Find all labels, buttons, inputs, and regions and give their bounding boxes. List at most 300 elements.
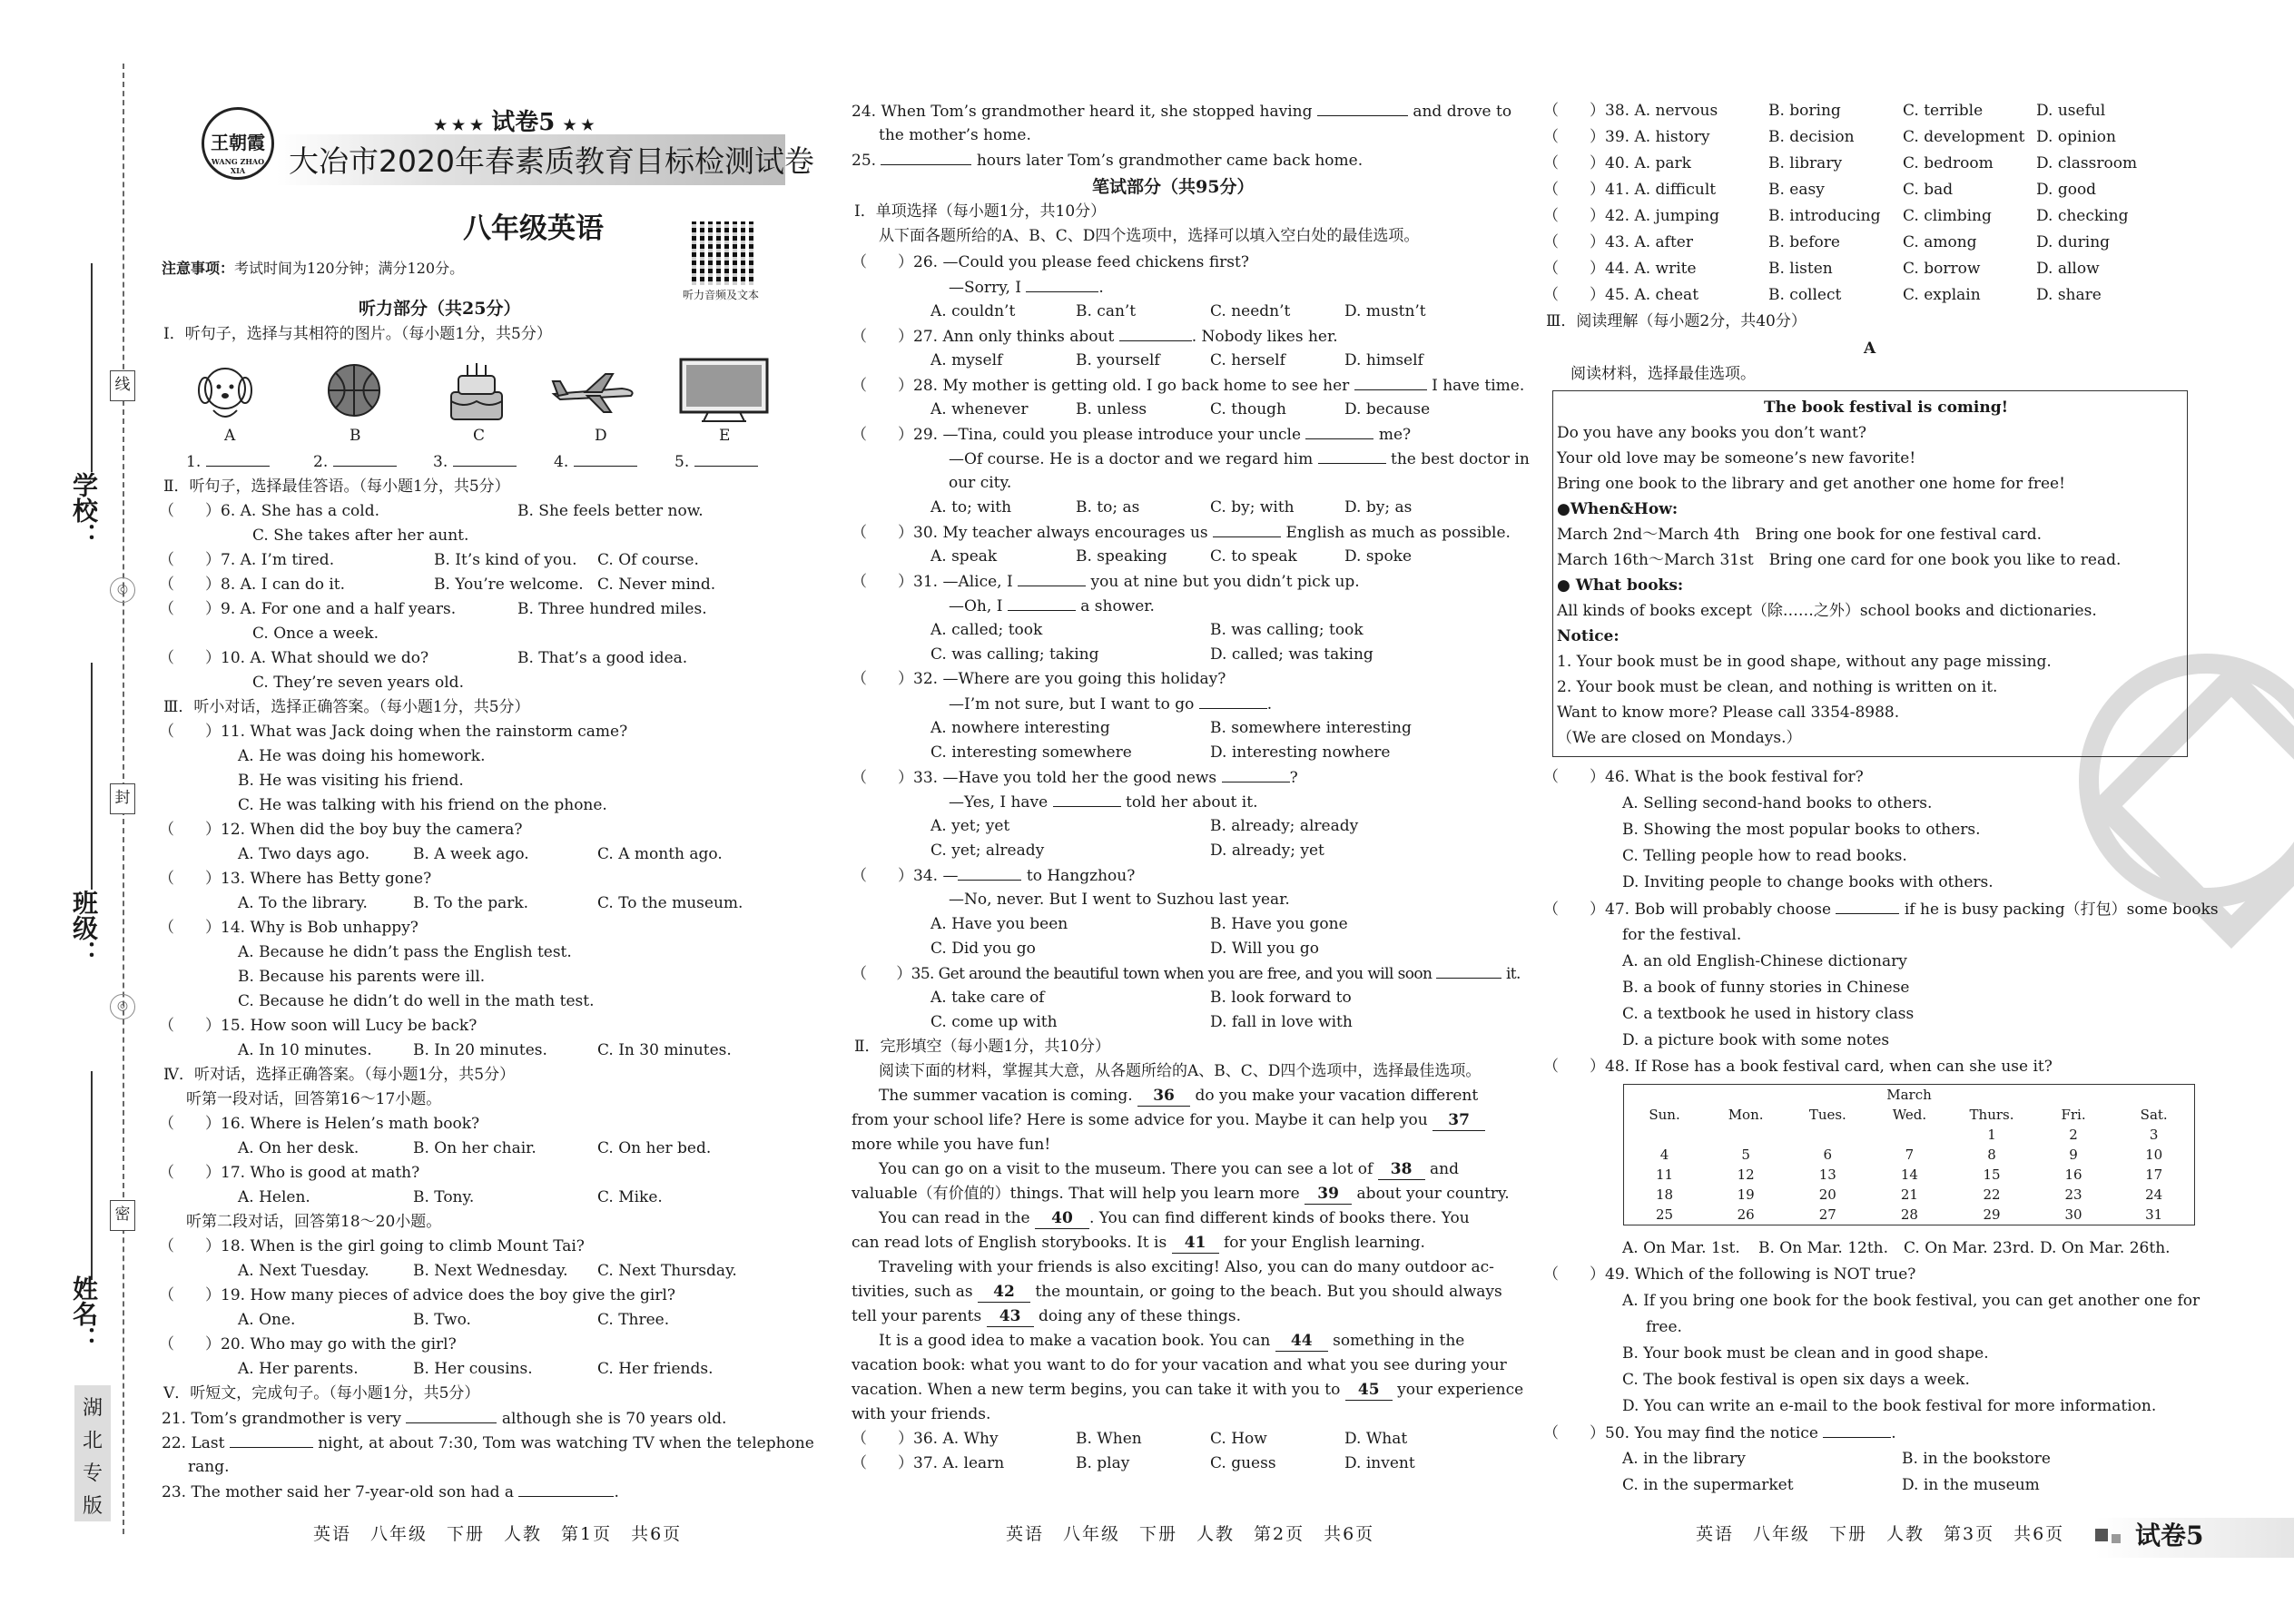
question-21[interactable]: 21. Tom’s grandmother is very although she is 70 years old. bbox=[162, 1405, 726, 1432]
option: B. can’t bbox=[1076, 302, 1137, 320]
calendar-day-header: Fri. bbox=[2061, 1107, 2086, 1123]
option: A. couldn’t bbox=[930, 302, 1016, 320]
calendar-date: 9 bbox=[2069, 1147, 2078, 1163]
option: D. spoke bbox=[1344, 547, 1413, 566]
section-title: Ⅱ．听句子，选择最佳答语。（每小题1分，共5分） bbox=[163, 477, 510, 496]
dialogue-note: 听第一段对话，回答第16～17小题。 bbox=[186, 1090, 442, 1108]
option: C. He was talking with his friend on the phone. bbox=[238, 796, 607, 814]
notice-heading: ● What books: bbox=[1557, 576, 1684, 595]
option: C. Because he didn’t do well in the math test. bbox=[238, 992, 595, 1010]
option: C. To the museum. bbox=[597, 894, 743, 912]
option: D. good bbox=[2036, 181, 2097, 199]
option: D. share bbox=[2036, 286, 2102, 304]
cloze-blank-40[interactable]: 40 bbox=[1035, 1208, 1089, 1229]
seal-xian: 线 bbox=[110, 370, 135, 401]
subject-title: 八年级英语 bbox=[463, 212, 604, 245]
calendar-day-header: Wed. bbox=[1892, 1107, 1927, 1123]
question-20: （ ）20. Who may go with the girl? bbox=[159, 1335, 457, 1353]
option: C. to speak bbox=[1210, 547, 1297, 566]
calendar-date: 10 bbox=[2145, 1147, 2163, 1163]
page-footer: 英语 八年级 下册 人教 第1页 共6页 bbox=[313, 1524, 683, 1544]
option: A. to; with bbox=[930, 498, 1012, 517]
cloze-line: vacation book: what you want to do for your vacation and what you see during your bbox=[852, 1356, 1507, 1374]
section-title: Ⅲ．阅读理解（每小题2分，共40分） bbox=[1546, 312, 1807, 330]
option: B. That’s a good idea. bbox=[517, 649, 688, 667]
option-cont: free. bbox=[1646, 1318, 1682, 1336]
option: A. Two days ago. bbox=[238, 845, 370, 863]
option: D. during bbox=[2036, 233, 2111, 251]
question-12: （ ）12. When did the boy buy the camera? bbox=[159, 821, 523, 839]
question-24-cont: the mother’s home. bbox=[879, 126, 1031, 144]
cloze-blank-38[interactable]: 38 bbox=[1378, 1159, 1425, 1180]
option: D. On Mar. 26th. bbox=[2040, 1239, 2171, 1257]
question-18: （ ）18. When is the girl going to climb Mount Tai? bbox=[159, 1237, 585, 1255]
binding-margin bbox=[0, 0, 159, 1624]
calendar-date: 5 bbox=[1741, 1147, 1750, 1163]
option: C. in the supermarket bbox=[1622, 1476, 1794, 1494]
option: B. before bbox=[1768, 233, 1840, 251]
calendar-date: 17 bbox=[2145, 1166, 2163, 1183]
calendar-date: 21 bbox=[1900, 1186, 1918, 1203]
section-title: Ⅱ．完形填空（每小题1分，共10分） bbox=[854, 1038, 1111, 1056]
dog-picture bbox=[191, 354, 263, 427]
cloze-line: The summer vacation is coming. 36 do you make your vacation different bbox=[879, 1087, 1479, 1105]
calendar-date: 20 bbox=[1818, 1186, 1836, 1203]
cloze-line: can read lots of English storybooks. It is 41 for your English learning. bbox=[852, 1234, 1425, 1252]
option: C. a textbook he used in history class bbox=[1622, 1005, 1915, 1023]
knot-icon: ◎ bbox=[110, 994, 135, 1019]
option: C. Did you go bbox=[930, 940, 1036, 958]
option: C. development bbox=[1903, 128, 2025, 146]
question-39: （ ）39. A. history bbox=[1543, 128, 1710, 146]
notice-line: March 2nd～March 4th Bring one book for one festival card. bbox=[1557, 526, 2043, 544]
cloze-line: valuable（有价值的）things. That will help you learn more 39 about your country. bbox=[852, 1185, 1510, 1203]
option: B. He was visiting his friend. bbox=[238, 772, 464, 790]
option: C. Her friends. bbox=[597, 1360, 714, 1378]
cloze-line: You can read in the 40 . You can find different kinds of books there. You bbox=[879, 1209, 1470, 1227]
option: C. terrible bbox=[1903, 102, 1984, 120]
airplane-picture bbox=[549, 354, 640, 427]
option: D. What bbox=[1344, 1430, 1408, 1448]
option: C. Telling people how to read books. bbox=[1622, 847, 1907, 865]
cloze-blank-39[interactable]: 39 bbox=[1305, 1184, 1352, 1205]
cloze-line: more while you have fun! bbox=[852, 1136, 1051, 1154]
calendar-date: 16 bbox=[2064, 1166, 2082, 1183]
notice-line: 2. Your book must be clean, and nothing is written on it. bbox=[1557, 678, 1998, 696]
option: D. by; as bbox=[1344, 498, 1413, 517]
option: A. nowhere interesting bbox=[930, 719, 1110, 737]
question-30: （ ）30. My teacher always encourages us English as much as possible. bbox=[852, 519, 1511, 546]
cloze-line: It is a good idea to make a vacation book. You can 44 something in the bbox=[879, 1332, 1465, 1350]
option: A. Selling second-hand books to others. bbox=[1622, 794, 1933, 812]
tag-square-icon bbox=[2095, 1529, 2108, 1541]
picture-label-c: C bbox=[473, 427, 486, 445]
basketball-picture bbox=[322, 354, 386, 427]
picture-label-a: A bbox=[224, 427, 236, 445]
question-25[interactable]: 25. hours later Tom’s grandmother came back home. bbox=[852, 147, 1363, 173]
calendar-day-header: Sat. bbox=[2140, 1107, 2168, 1123]
picture-label-e: E bbox=[719, 427, 731, 445]
question-35: （ ）35. Get around the beautiful town when you are free, and you will soon it. bbox=[852, 960, 1521, 987]
option: C. guess bbox=[1210, 1454, 1276, 1472]
option: A. Because he didn’t pass the English test. bbox=[238, 943, 572, 961]
calendar-date: 15 bbox=[1983, 1166, 2001, 1183]
question-41: （ ）41. A. difficult bbox=[1543, 181, 1717, 199]
option: A. in the library bbox=[1622, 1450, 1746, 1468]
question-34-line: —No, never. But I went to Suzhou last year. bbox=[949, 891, 1290, 909]
option: C. Mike. bbox=[597, 1188, 663, 1206]
calendar-date: 25 bbox=[1656, 1206, 1674, 1223]
question-26: （ ）26. —Could you please feed chickens first? bbox=[852, 253, 1249, 271]
notice-line: 1. Your book must be in good shape, without any page missing. bbox=[1557, 653, 2052, 671]
calendar-date: 6 bbox=[1823, 1147, 1833, 1163]
question-34: （ ）34. — to Hangzhou? bbox=[852, 862, 1135, 889]
option: D. opinion bbox=[2036, 128, 2116, 146]
question-37: （ ）37. A. learn bbox=[852, 1454, 1005, 1472]
option: B. introducing bbox=[1768, 207, 1881, 225]
option: B. library bbox=[1768, 154, 1843, 172]
calendar-date: 12 bbox=[1737, 1166, 1755, 1183]
option: D. checking bbox=[2036, 207, 2129, 225]
cloze-blank-36[interactable]: 36 bbox=[1137, 1086, 1190, 1107]
school-label: 学校： bbox=[69, 472, 99, 548]
option: B. listen bbox=[1768, 260, 1833, 278]
question-47: （ ）47. Bob will probably choose if he is busy packing（打包）some books bbox=[1543, 896, 2219, 922]
option: B. boring bbox=[1768, 102, 1841, 120]
picture-label-b: B bbox=[350, 427, 361, 445]
option: D. fall in love with bbox=[1210, 1013, 1353, 1031]
question-32: （ ）32. —Where are you going this holiday? bbox=[852, 670, 1226, 688]
calendar-date: 22 bbox=[1983, 1186, 2001, 1203]
option: A. To the library. bbox=[238, 894, 368, 912]
option: B. yourself bbox=[1076, 351, 1160, 369]
option: C. climbing bbox=[1903, 207, 1992, 225]
option: B. somewhere interesting bbox=[1210, 719, 1412, 737]
class-label: 班级： bbox=[69, 890, 99, 966]
question-23[interactable]: 23. The mother said her 7-year-old son had a . bbox=[162, 1479, 619, 1505]
name-label: 姓名： bbox=[69, 1275, 99, 1352]
option: C. Once a week. bbox=[252, 625, 379, 643]
option: A. On her desk. bbox=[238, 1139, 359, 1157]
option: C. On her bed. bbox=[597, 1139, 712, 1157]
question-29-line: —Of course. He is a doctor and we regard him the best doctor in bbox=[949, 446, 1530, 472]
cloze-blank-37[interactable]: 37 bbox=[1433, 1110, 1485, 1131]
option: B. to; as bbox=[1076, 498, 1140, 517]
cloze-blank-44[interactable]: 44 bbox=[1275, 1331, 1328, 1352]
option: C. In 30 minutes. bbox=[597, 1041, 732, 1059]
question-28: （ ）28. My mother is getting old. I go back home to see her I have time. bbox=[852, 372, 1524, 399]
calendar-date: 31 bbox=[2145, 1206, 2163, 1223]
option: D. called; was taking bbox=[1210, 645, 1373, 664]
option: D. a picture book with some notes bbox=[1622, 1031, 1890, 1049]
option: D. You can write an e-mail to the book festival for more information. bbox=[1622, 1397, 2157, 1415]
option: C. On Mar. 23rd. bbox=[1904, 1239, 2035, 1257]
question-32-line: —I’m not sure, but I want to go . bbox=[949, 691, 1272, 717]
notice-line: （We are closed on Mondays.） bbox=[1557, 729, 1802, 747]
option: A. Her parents. bbox=[238, 1360, 359, 1378]
question-31-line: —Oh, I a shower. bbox=[949, 593, 1155, 619]
question-46: （ ）46. What is the book festival for? bbox=[1543, 768, 1864, 786]
question-43: （ ）43. A. after bbox=[1543, 233, 1693, 251]
option: C. needn’t bbox=[1210, 302, 1291, 320]
option: C. A month ago. bbox=[597, 845, 723, 863]
option: D. mustn’t bbox=[1344, 302, 1426, 320]
option: B. a book of funny stories in Chinese bbox=[1622, 979, 1910, 997]
passage-letter: A bbox=[1864, 340, 1876, 358]
question-49: （ ）49. Which of the following is NOT true? bbox=[1543, 1265, 1916, 1284]
question-29-cont: our city. bbox=[949, 474, 1012, 492]
option: C. though bbox=[1210, 400, 1287, 418]
option: A. Helen. bbox=[238, 1188, 310, 1206]
question-47-cont: for the festival. bbox=[1622, 926, 1742, 944]
notice-title: The book festival is coming! bbox=[1764, 399, 2009, 417]
option: D. Will you go bbox=[1210, 940, 1320, 958]
option: B. Have you gone bbox=[1210, 915, 1348, 933]
exam-title: 大冶市2020年春素质教育目标检测试卷 bbox=[289, 143, 814, 179]
listening-header: 听力部分（共25分） bbox=[359, 299, 521, 319]
option: B. Your book must be clean and in good shape. bbox=[1622, 1344, 1989, 1363]
page-footer: 英语 八年级 下册 人教 第3页 共6页 bbox=[1696, 1524, 2065, 1544]
notice-line: Want to know more? Please call 3354-8988. bbox=[1557, 704, 1900, 722]
question-17: （ ）17. Who is good at math? bbox=[159, 1164, 420, 1182]
instruction: 从下面各题所给的A、B、C、D四个选项中，选择可以填入空白处的最佳选项。 bbox=[879, 227, 1420, 245]
option: A. speak bbox=[930, 547, 998, 566]
option: C. bad bbox=[1903, 181, 1954, 199]
cloze-line: Traveling with your friends is also exciting! Also, you can do many outdoor ac- bbox=[879, 1258, 1494, 1276]
question-38: （ ）38. A. nervous bbox=[1543, 102, 1718, 120]
question-13: （ ）13. Where has Betty gone? bbox=[159, 870, 432, 888]
calendar-date: 3 bbox=[2149, 1127, 2159, 1143]
cake-picture bbox=[440, 354, 513, 427]
cloze-line: tell your parents 43 doing any of these things. bbox=[852, 1307, 1242, 1325]
notice-line: March 16th～March 31st Bring one card for one book you like to read. bbox=[1557, 551, 2122, 569]
calendar-day-header: Sun. bbox=[1649, 1107, 1680, 1123]
question-7: （ ）7. A. I’m tired. bbox=[159, 551, 335, 569]
page-footer: 英语 八年级 下册 人教 第2页 共6页 bbox=[1006, 1524, 1375, 1544]
option: B. Next Wednesday. bbox=[413, 1262, 568, 1280]
written-header: 笔试部分（共95分） bbox=[1092, 177, 1255, 197]
question-40: （ ）40. A. park bbox=[1543, 154, 1691, 172]
option: B. decision bbox=[1768, 128, 1855, 146]
option: B. Because his parents were ill. bbox=[238, 968, 486, 986]
seal-mi: 密 bbox=[110, 1200, 135, 1231]
option: D. because bbox=[1344, 400, 1431, 418]
tv-picture bbox=[676, 354, 772, 427]
notice-line: Bring one book to the library and get another one home for free! bbox=[1557, 475, 2065, 493]
calendar-date: 1 bbox=[1987, 1127, 1996, 1143]
cloze-line: vacation. When a new term begins, you can take it with you to 45 your experience bbox=[852, 1381, 1524, 1399]
option: A. myself bbox=[930, 351, 1003, 369]
cloze-line: from your school life? Here is some advice for you. Maybe it can help you 37 bbox=[852, 1107, 1485, 1133]
region-tag: 湖 北 专 版 bbox=[74, 1385, 111, 1521]
option: B. When bbox=[1076, 1430, 1142, 1448]
option: B. was calling; took bbox=[1210, 621, 1364, 639]
cloze-blank-41[interactable]: 41 bbox=[1172, 1233, 1219, 1254]
option: C. borrow bbox=[1903, 260, 1981, 278]
question-27: （ ）27. Ann only thinks about . Nobody likes her. bbox=[852, 323, 1338, 349]
question-29: （ ）29. —Tina, could you please introduce your uncle me? bbox=[852, 421, 1411, 448]
question-16: （ ）16. Where is Helen’s math book? bbox=[159, 1115, 480, 1133]
blank-2[interactable]: 2. bbox=[313, 448, 397, 475]
question-33-line: —Yes, I have told her about it. bbox=[949, 789, 1257, 815]
option: B. A week ago. bbox=[413, 845, 529, 863]
cloze-line: tivities, such as 42 the mountain, or going to the beach. But you should always bbox=[852, 1283, 1502, 1301]
option: A. called; took bbox=[930, 621, 1043, 639]
option: B. On her chair. bbox=[413, 1139, 537, 1157]
question-44: （ ）44. A. write bbox=[1543, 260, 1697, 278]
option: B. easy bbox=[1768, 181, 1825, 199]
option: C. among bbox=[1903, 233, 1977, 251]
option: A. Have you been bbox=[930, 915, 1068, 933]
school-line bbox=[91, 263, 93, 472]
question-42: （ ）42. A. jumping bbox=[1543, 207, 1720, 225]
option: C. Never mind. bbox=[597, 576, 716, 594]
calendar-date: 7 bbox=[1905, 1147, 1915, 1163]
calendar-date: 19 bbox=[1737, 1186, 1755, 1203]
instruction: 阅读下面的材料，掌握其大意，从各题所给的A、B、C、D四个选项中，选择最佳选项。 bbox=[879, 1062, 1482, 1080]
option: C. was calling; taking bbox=[930, 645, 1099, 664]
calendar-date: 14 bbox=[1900, 1166, 1918, 1183]
question-14: （ ）14. Why is Bob unhappy? bbox=[159, 919, 418, 937]
name-line bbox=[91, 1071, 93, 1280]
option: A. He was doing his homework. bbox=[238, 747, 486, 765]
option: B. You’re welcome. bbox=[434, 576, 584, 594]
question-33: （ ）33. —Have you told her the good news ? bbox=[852, 764, 1298, 791]
question-22[interactable]: 22. Last night, at about 7:30, Tom was watching TV when the telephone bbox=[162, 1430, 814, 1456]
option: B. play bbox=[1076, 1454, 1130, 1472]
tag-square-icon bbox=[2112, 1534, 2121, 1543]
option: A. If you bring one book for the book festival, you can get another one for bbox=[1622, 1292, 2200, 1310]
calendar-date: 13 bbox=[1818, 1166, 1836, 1183]
instruction: 阅读材料，选择最佳选项。 bbox=[1570, 365, 1756, 383]
option: A. One. bbox=[238, 1311, 296, 1329]
option: B. speaking bbox=[1076, 547, 1167, 566]
question-24[interactable]: 24. When Tom’s grandmother heard it, she stopped having and drove to bbox=[852, 98, 1511, 124]
exam-notice: 注意事项：考试时间为120分钟；满分120分。 bbox=[162, 260, 465, 277]
option: B. unless bbox=[1076, 400, 1147, 418]
option: B. in the bookstore bbox=[1902, 1450, 2051, 1468]
brand-logo: 王朝霞 WANG ZHAO XIA bbox=[202, 107, 274, 180]
option: C. How bbox=[1210, 1430, 1267, 1448]
option: A. whenever bbox=[930, 400, 1029, 418]
page-3-questions-end bbox=[1543, 0, 2200, 1624]
question-45: （ ）45. A. cheat bbox=[1543, 286, 1699, 304]
option: D. invent bbox=[1344, 1454, 1415, 1472]
option: C. Of course. bbox=[597, 551, 699, 569]
option: D. interesting nowhere bbox=[1210, 743, 1391, 762]
calendar-date: 23 bbox=[2064, 1186, 2082, 1203]
notice-line: Your old love may be someone’s new favorite! bbox=[1557, 449, 1916, 468]
option: D. classroom bbox=[2036, 154, 2138, 172]
blank-4[interactable]: 4. bbox=[554, 448, 637, 475]
option: A. yet; yet bbox=[930, 817, 1010, 835]
calendar-date: 24 bbox=[2145, 1186, 2163, 1203]
section-title: Ⅳ．听对话，选择正确答案。（每小题1分，共5分） bbox=[163, 1066, 516, 1084]
calendar-day-header: Thurs. bbox=[1969, 1107, 2014, 1123]
question-19: （ ）19. How many pieces of advice does the boy give the girl? bbox=[159, 1286, 676, 1304]
option: B. In 20 minutes. bbox=[413, 1041, 547, 1059]
cloze-blank-45[interactable]: 45 bbox=[1345, 1380, 1393, 1401]
option: C. bedroom bbox=[1903, 154, 1994, 172]
option: D. Inviting people to change books with others. bbox=[1622, 873, 1994, 891]
calendar-date: 2 bbox=[2069, 1127, 2078, 1143]
cloze-line: You can go on a visit to the museum. There you can see a lot of 38 and bbox=[879, 1160, 1460, 1178]
option: B. It’s kind of you. bbox=[434, 551, 577, 569]
option: C. come up with bbox=[930, 1013, 1058, 1031]
calendar-date: 26 bbox=[1737, 1206, 1755, 1223]
option: B. Two. bbox=[413, 1311, 471, 1329]
seal-feng: 封 bbox=[110, 783, 135, 814]
calendar-date: 18 bbox=[1656, 1186, 1674, 1203]
calendar-date: 28 bbox=[1900, 1206, 1918, 1223]
option: B. look forward to bbox=[1210, 989, 1352, 1007]
option: B. To the park. bbox=[413, 894, 529, 912]
option: D. allow bbox=[2036, 260, 2100, 278]
section-title: Ⅰ．单项选择（每小题1分，共10分） bbox=[854, 202, 1107, 221]
option: C. She takes after her aunt. bbox=[252, 527, 469, 545]
cloze-blank-43[interactable]: 43 bbox=[987, 1306, 1034, 1327]
option: B. Her cousins. bbox=[413, 1360, 533, 1378]
option: C. by; with bbox=[1210, 498, 1295, 517]
class-line bbox=[91, 663, 93, 890]
option: B. already; already bbox=[1210, 817, 1359, 835]
question-15: （ ）15. How soon will Lucy be back? bbox=[159, 1017, 478, 1035]
knot-icon: ◎ bbox=[110, 577, 135, 603]
question-22-cont: rang. bbox=[188, 1458, 230, 1476]
option: A. an old English-Chinese dictionary bbox=[1622, 952, 1907, 970]
option: A. take care of bbox=[930, 989, 1045, 1007]
question-9: （ ）9. A. For one and a half years. bbox=[159, 600, 457, 618]
option: C. The book festival is open six days a week. bbox=[1622, 1371, 1970, 1389]
picture-label-d: D bbox=[595, 427, 607, 445]
calendar-date: 29 bbox=[1983, 1206, 2001, 1223]
blank-1[interactable]: 1. bbox=[186, 448, 270, 475]
blank-3[interactable]: 3. bbox=[433, 448, 517, 475]
calendar-date: 8 bbox=[1987, 1147, 1996, 1163]
question-11: （ ）11. What was Jack doing when the rainstorm came? bbox=[159, 723, 628, 741]
option: D. in the museum bbox=[1902, 1476, 2040, 1494]
notice-line: All kinds of books except（除……之外）school books and dictionaries. bbox=[1557, 602, 2097, 620]
option: B. On Mar. 12th. bbox=[1758, 1239, 1889, 1257]
question-8: （ ）8. A. I can do it. bbox=[159, 576, 346, 594]
question-10: （ ）10. A. What should we do? bbox=[159, 649, 429, 667]
option: B. She feels better now. bbox=[517, 502, 704, 520]
option: A. On Mar. 1st. bbox=[1622, 1239, 1740, 1257]
notice-heading: ●When&How: bbox=[1557, 500, 1679, 518]
option: C. They’re seven years old. bbox=[252, 674, 464, 692]
notice-line: Do you have any books you don’t want? bbox=[1557, 424, 1866, 442]
option: C. herself bbox=[1210, 351, 1285, 369]
cloze-blank-42[interactable]: 42 bbox=[978, 1282, 1030, 1303]
page-2 bbox=[852, 0, 1530, 1624]
notice-heading: Notice: bbox=[1557, 627, 1620, 645]
calendar-date: 4 bbox=[1659, 1147, 1669, 1163]
calendar-date: 11 bbox=[1656, 1166, 1674, 1183]
option: C. Three. bbox=[597, 1311, 670, 1329]
section-title: Ⅰ．听句子，选择与其相符的图片。（每小题1分，共5分） bbox=[163, 325, 552, 343]
question-26-line: —Sorry, I . bbox=[949, 274, 1104, 300]
calendar-date: 30 bbox=[2064, 1206, 2082, 1223]
question-36: （ ）36. A. Why bbox=[852, 1430, 999, 1448]
cloze-line: with your friends. bbox=[852, 1405, 991, 1423]
calendar-day-header: Mon. bbox=[1728, 1107, 1764, 1123]
dialogue-note: 听第二段对话，回答第18～20小题。 bbox=[186, 1213, 442, 1231]
paper-tag: 试卷5 bbox=[2135, 1521, 2204, 1550]
blank-5[interactable]: 5. bbox=[674, 448, 758, 475]
option: B. Three hundred miles. bbox=[517, 600, 707, 618]
option: C. explain bbox=[1903, 286, 1981, 304]
calendar-day-header: Tues. bbox=[1808, 1107, 1846, 1123]
